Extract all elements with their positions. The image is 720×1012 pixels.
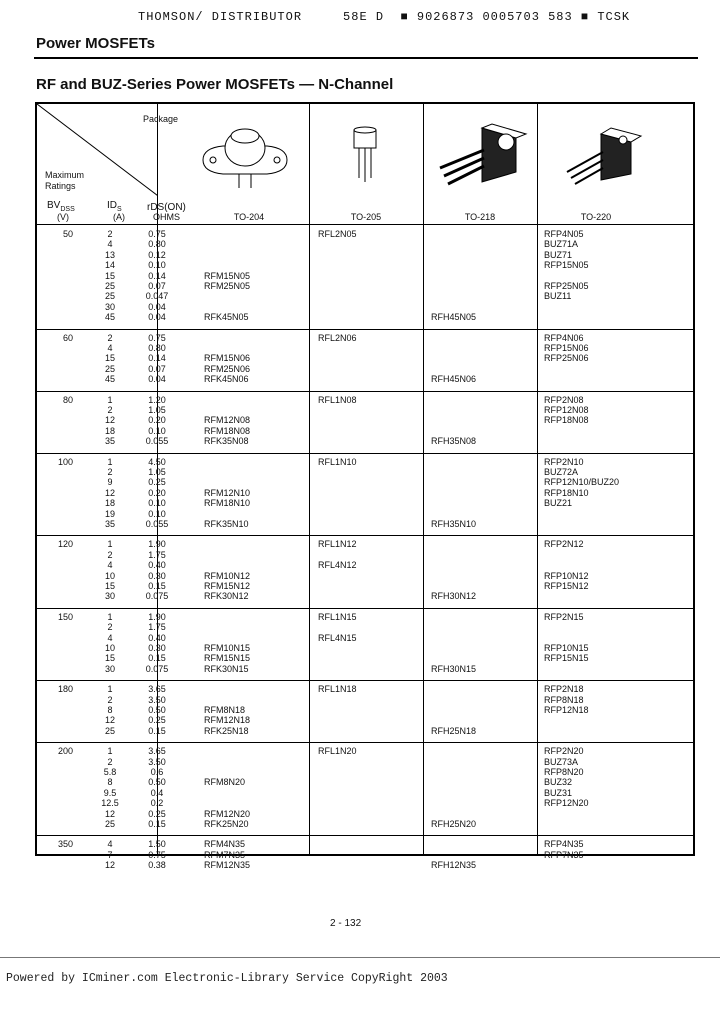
bvdss-header: $BV_{DSS}$ <box>47 200 75 213</box>
ids-value: 18 <box>104 498 115 509</box>
part-number-to204: RFM10N15 <box>204 643 251 653</box>
ids-value: 25 <box>104 291 115 302</box>
page-number: 2 - 132 <box>330 918 362 929</box>
rds-value: 0.30 <box>148 570 166 581</box>
to-220-package-icon <box>557 120 657 200</box>
part-number-to205: RFL1N08 <box>318 394 357 405</box>
rds-value: 0.4 <box>150 787 164 798</box>
max-ratings-label: Ratings <box>45 181 76 191</box>
ids-value: 2 <box>107 332 113 343</box>
rds-value: 0.40 <box>148 632 166 643</box>
rds-value: 1.90 <box>148 539 166 550</box>
ids-value: 12 <box>104 715 115 726</box>
rds-value: 0.047 <box>145 291 169 302</box>
part-number-to220: RFP12N20 <box>544 798 589 809</box>
rds-value: 1.90 <box>148 611 166 622</box>
part-number-to220: RFP15N06 <box>544 343 589 353</box>
part-number-to205: RFL1N15 <box>318 611 357 622</box>
ids-unit: (A) <box>113 212 125 222</box>
bvdss-value: 350 <box>57 839 73 850</box>
part-number-to220: BUZ31 <box>544 787 573 798</box>
part-number-to205: RFL1N12 <box>318 539 357 550</box>
part-number-to220: RFP25N06 <box>544 353 589 364</box>
rds-value: 0.10 <box>148 508 166 519</box>
page-header <box>138 10 630 24</box>
ids-value: 18 <box>104 425 115 436</box>
part-number-to204: RFM18N08 <box>204 425 251 436</box>
part-number-to220: RFP15N15 <box>544 653 589 664</box>
rds-value: 0.075 <box>145 663 169 674</box>
part-number-to220: BUZ73A <box>544 756 579 767</box>
rds-value: 0.40 <box>148 560 166 571</box>
package-name-to204: TO-204 <box>233 212 265 222</box>
ids-value: 30 <box>104 591 115 602</box>
rds-value: 0.38 <box>148 860 166 871</box>
part-number-to220: BUZ71A <box>544 239 579 250</box>
group-rule <box>37 535 693 536</box>
rds-unit: OHMS <box>153 212 180 222</box>
rds-value: 0.055 <box>145 519 169 529</box>
part-number-to220: RFP18N10 <box>544 487 589 498</box>
ids-value: 35 <box>104 436 115 447</box>
part-number-to220: RFP4N35 <box>544 839 584 850</box>
ids-value: 12 <box>104 808 115 819</box>
part-number-to220: RFP10N15 <box>544 643 589 653</box>
rds-value: 0.10 <box>148 260 166 271</box>
rds-value: 0.10 <box>148 498 166 509</box>
max-ratings-label: Maximum <box>45 170 85 180</box>
ids-value: 12 <box>104 860 115 871</box>
bvdss-value: 120 <box>57 539 73 550</box>
ids-value: 2 <box>107 694 113 705</box>
part-number-to218: RFH35N10 <box>431 519 477 529</box>
part-number-to220: BUZ71 <box>544 249 573 260</box>
ids-value: 12.5 <box>101 798 119 809</box>
part-number-to204: RFM18N10 <box>204 498 251 509</box>
rds-value: 0.50 <box>148 705 166 715</box>
rds-value: 0.25 <box>148 715 166 726</box>
ids-value: 1 <box>107 746 113 757</box>
part-number-to220: RFP15N05 <box>544 260 589 271</box>
ids-value: 1 <box>107 539 113 550</box>
ids-value: 15 <box>104 353 115 364</box>
ids-value: 8 <box>107 705 113 715</box>
rds-value: 0.80 <box>148 343 166 353</box>
rds-value: 3.50 <box>148 756 166 767</box>
ids-value: 9.5 <box>103 787 117 798</box>
part-number-to204: RFM8N20 <box>204 777 246 788</box>
rds-value: 0.12 <box>148 249 166 260</box>
rds-value: 4.50 <box>148 456 166 467</box>
part-number-to205: RFL1N10 <box>318 456 357 467</box>
part-number-to218: RFH35N08 <box>431 436 477 447</box>
ids-value: 2 <box>107 756 113 767</box>
rds-value: 0.055 <box>145 436 169 447</box>
part-number-to220: RFP8N18 <box>544 694 584 705</box>
ids-value: 2 <box>107 405 113 415</box>
ids-value: 45 <box>104 312 115 323</box>
part-number-to220: RFP10N12 <box>544 570 589 581</box>
ids-value: 25 <box>104 363 115 374</box>
part-number-to220: RFP15N12 <box>544 581 589 591</box>
part-number-to220: RFP2N08 <box>544 394 584 405</box>
ids-value: 25 <box>104 819 115 829</box>
part-number-to218: RFH25N20 <box>431 819 477 829</box>
rds-value: 1.75 <box>148 622 166 633</box>
header-distributor: THOMSON/ DISTRIBUTOR <box>138 10 303 24</box>
rds-value: 0.15 <box>148 581 166 591</box>
part-number-to220: RFP4N05 <box>544 229 584 239</box>
ids-value: 1 <box>107 684 113 695</box>
ids-value: 2 <box>107 549 113 560</box>
part-number-to205: RFL2N05 <box>318 229 357 239</box>
part-number-to218: RFH45N06 <box>431 374 477 385</box>
rds-value: 0.04 <box>148 374 166 385</box>
bvdss-value: 100 <box>57 456 73 467</box>
ids-value: 30 <box>104 301 115 312</box>
part-number-to205: RFL2N06 <box>318 332 357 343</box>
rds-value: 0.15 <box>148 653 166 664</box>
to-204-package-icon <box>195 118 295 198</box>
rds-value: 0.07 <box>148 363 166 374</box>
part-number-to204: RFM12N20 <box>204 808 251 819</box>
part-number-to218: RFH45N05 <box>431 312 477 323</box>
part-number-to220: RFP18N08 <box>544 415 589 426</box>
ids-value: 25 <box>104 281 115 291</box>
group-rule <box>37 391 693 392</box>
ids-value: 10 <box>104 643 115 653</box>
section-title: Power MOSFETs <box>36 35 155 52</box>
rds-value: 1.05 <box>148 405 166 415</box>
part-number-to204: RFK35N08 <box>204 436 249 447</box>
part-number-to220: RFP4N06 <box>544 332 584 343</box>
part-number-to204: RFK45N06 <box>204 374 249 385</box>
ids-value: 14 <box>104 260 115 271</box>
part-number-to204: RFM15N06 <box>204 353 251 364</box>
part-number-to218: RFH12N35 <box>431 860 477 871</box>
group-rule <box>37 835 693 836</box>
part-number-to204: RFK30N12 <box>204 591 249 602</box>
part-number-to220: RFP12N18 <box>544 705 589 715</box>
to-205-package-icon <box>342 124 392 194</box>
rds-value: 0.25 <box>148 477 166 488</box>
part-number-to220: RFP2N15 <box>544 611 584 622</box>
part-number-to220: RFP2N18 <box>544 684 584 695</box>
part-number-to205: RFL1N18 <box>318 684 357 695</box>
part-number-to204: RFM10N12 <box>204 570 251 581</box>
header-rule <box>37 224 693 225</box>
rds-value: 3.65 <box>148 684 166 695</box>
ids-value: 1 <box>107 456 113 467</box>
part-number-to220: RFP2N10 <box>544 456 584 467</box>
ids-value: 8 <box>107 777 113 788</box>
footer-rule <box>0 957 720 958</box>
part-number-to204: RFK30N15 <box>204 663 249 674</box>
part-number-to204: RFM8N18 <box>204 705 246 715</box>
part-number-to204: RFK45N05 <box>204 312 249 323</box>
group-rule <box>37 742 693 743</box>
to-218-package-icon <box>432 120 532 200</box>
part-number-to204: RFM4N35 <box>204 839 246 850</box>
ids-value: 30 <box>104 663 115 674</box>
bvdss-value: 150 <box>57 611 73 622</box>
part-number-to205: RFL4N15 <box>318 632 357 643</box>
rds-value: 0.14 <box>148 270 166 281</box>
rds-value: 0.75 <box>148 332 166 343</box>
ids-value: 4 <box>107 632 113 643</box>
part-number-to204: RFM12N35 <box>204 860 251 871</box>
part-number-to218: RFH25N18 <box>431 725 477 736</box>
rds-value: 0.10 <box>148 425 166 436</box>
part-number-to204: RFM12N10 <box>204 487 251 498</box>
part-number-to204: RFM12N08 <box>204 415 251 426</box>
ids-value: 15 <box>104 581 115 591</box>
rds-value: 0.15 <box>148 819 166 829</box>
header-code2: 9026873 0005703 583 <box>416 10 573 24</box>
rds-value: 0.07 <box>148 281 166 291</box>
part-number-to220: RFP12N10/BUZ20 <box>544 477 620 488</box>
ids-value: 25 <box>104 725 115 736</box>
part-number-to205: RFL4N12 <box>318 560 357 571</box>
part-number-to220: BUZ21 <box>544 498 573 509</box>
rds-value: 1.05 <box>148 467 166 477</box>
rds-value: 0.04 <box>148 312 166 323</box>
ids-value: 4 <box>107 239 113 250</box>
rds-value: 0.6 <box>150 767 164 777</box>
part-number-to220: RFP2N12 <box>544 539 584 550</box>
bvdss-unit: (V) <box>57 212 69 222</box>
package-name-to220: TO-220 <box>580 212 612 222</box>
section-rule <box>34 57 698 59</box>
rds-value: 0.30 <box>148 643 166 653</box>
package-name-to218: TO-218 <box>464 212 496 222</box>
bvdss-value: 80 <box>62 394 73 405</box>
bvdss-value: 180 <box>57 684 73 695</box>
bvdss-value: 200 <box>57 746 73 757</box>
rds-value: 3.65 <box>148 746 166 757</box>
rds-value: 0.20 <box>148 487 166 498</box>
group-rule <box>37 608 693 609</box>
rds-value: 0.80 <box>148 239 166 250</box>
ids-value: 2 <box>107 229 113 239</box>
group-rule <box>37 329 693 330</box>
part-number-to204: RFM7N35 <box>204 849 246 860</box>
part-number-to204: RFM25N05 <box>204 281 251 291</box>
package-name-to205: TO-205 <box>350 212 382 222</box>
part-number-to220: RFP8N20 <box>544 767 584 777</box>
ids-value: 2 <box>107 467 113 477</box>
main-title: RF and BUZ-Series Power MOSFETs — N-Channel <box>36 76 394 93</box>
ids-value: 9 <box>107 477 113 488</box>
part-number-to204: RFK25N18 <box>204 725 249 736</box>
rds-value: 0.50 <box>148 777 166 788</box>
ids-value: 10 <box>104 570 115 581</box>
ids-value: 12 <box>104 487 115 498</box>
rds-value: 0.25 <box>148 808 166 819</box>
package-label: Package <box>143 114 179 124</box>
rds-value: 1.20 <box>148 394 166 405</box>
part-number-to220: RFP25N05 <box>544 281 589 291</box>
ids-value: 35 <box>104 519 115 529</box>
part-number-to204: RFM15N12 <box>204 581 251 591</box>
ids-value: 5.8 <box>103 767 117 777</box>
rds-value: 0.20 <box>148 415 166 426</box>
header-code3: TCSK <box>597 10 631 24</box>
ids-value: 19 <box>104 508 115 519</box>
bvdss-value: 50 <box>62 229 73 239</box>
ids-value: 15 <box>104 270 115 281</box>
ids-value: 1 <box>107 611 113 622</box>
ids-value: 2 <box>107 622 113 633</box>
ids-value: 4 <box>107 560 113 571</box>
part-number-to204: RFM12N18 <box>204 715 251 726</box>
header-mark-2: ■ <box>580 10 590 24</box>
ids-value: 1 <box>107 394 113 405</box>
footer-text: Powered by ICminer.com Electronic-Library Service CopyRight 2003 <box>6 972 448 985</box>
part-number-to220: RFP12N08 <box>544 405 589 415</box>
ids-value: 13 <box>104 249 115 260</box>
part-number-to205: RFL1N20 <box>318 746 357 757</box>
part-number-to220: RFP2N20 <box>544 746 584 757</box>
header-code1: 58E D <box>343 10 385 24</box>
part-number-to220: RFP7N35 <box>544 849 584 860</box>
ids-header: $ID_S$ <box>107 200 122 213</box>
bvdss-value: 60 <box>62 332 73 343</box>
part-number-to204: RFK25N20 <box>204 819 249 829</box>
rds-value: 0.75 <box>148 849 166 860</box>
ids-value: 7 <box>107 849 113 860</box>
part-number-to220: BUZ11 <box>544 291 572 302</box>
part-number-to204: RFM15N15 <box>204 653 251 664</box>
rds-value: 0.04 <box>148 301 166 312</box>
mosfet-table <box>35 102 695 871</box>
part-number-to204: RFK35N10 <box>204 519 249 529</box>
group-rule <box>37 453 693 454</box>
rds-value: 0.2 <box>150 798 164 809</box>
part-number-to204: RFM15N05 <box>204 270 251 281</box>
rds-header: rDS(ON) <box>147 202 186 213</box>
ids-value: 15 <box>104 653 115 664</box>
rds-value: 0.075 <box>145 591 169 602</box>
header-mark-1: ■ <box>400 10 409 24</box>
part-number-to220: BUZ32 <box>544 777 573 788</box>
rds-value: 3.50 <box>148 694 166 705</box>
rds-value: 1.75 <box>148 549 166 560</box>
group-rule <box>37 680 693 681</box>
rds-value: 0.75 <box>148 229 166 239</box>
rds-value: 1.50 <box>148 839 166 850</box>
ids-value: 45 <box>104 374 115 385</box>
ids-value: 4 <box>107 343 113 353</box>
part-number-to218: RFH30N12 <box>431 591 477 602</box>
part-number-to218: RFH30N15 <box>431 663 477 674</box>
rds-value: 0.15 <box>148 725 166 736</box>
part-number-to204: RFM25N06 <box>204 363 251 374</box>
ids-value: 12 <box>104 415 115 426</box>
part-number-to220: BUZ72A <box>544 467 579 477</box>
ids-value: 4 <box>107 839 113 850</box>
rds-value: 0.14 <box>148 353 166 364</box>
